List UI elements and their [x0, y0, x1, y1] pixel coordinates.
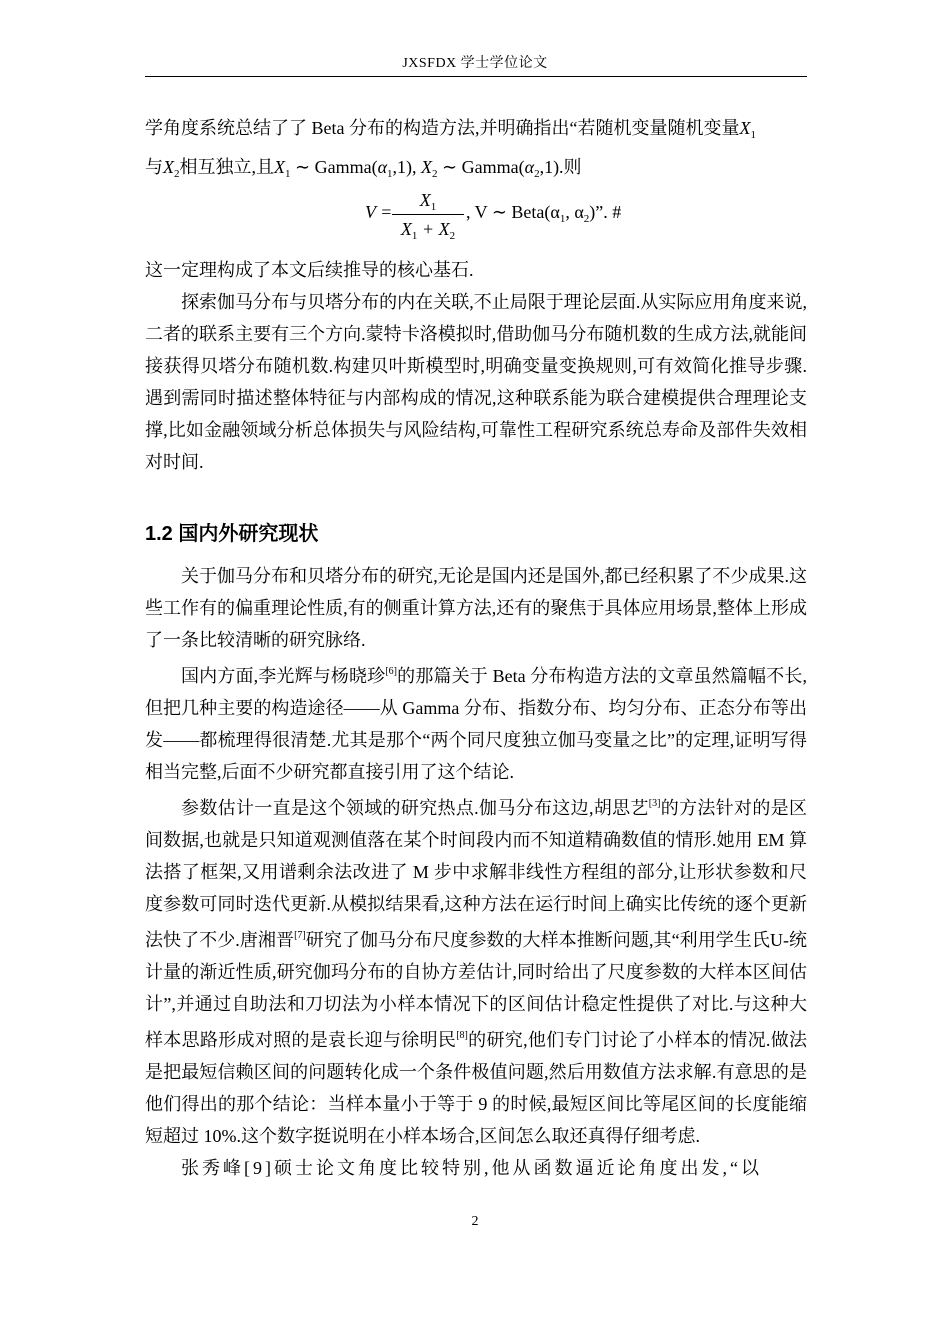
- var-x1: $X_1$: [739, 118, 756, 141]
- after-formula-line: 这一定理构成了本文后续推导的核心基石.: [145, 260, 474, 280]
- formula-rhs: , V ∼ $Beta(\alpha_1$, $\alpha_2$)”. #: [466, 202, 622, 225]
- header-rule: [145, 76, 807, 77]
- body-block-2: [145, 560, 807, 1184]
- display-formula: [0, 188, 950, 244]
- intro-block: [145, 112, 807, 190]
- section-heading: 1.2 国内外研究现状: [145, 523, 319, 545]
- formula-fraction: $X_1$ $X_1 + X_2$: [392, 188, 464, 241]
- paragraph-1: 探索伽马分布与贝塔分布的内在关联,不止局限于理论层面.从实际应用角度来说,二者的联系主要有三个方向.蒙特卡洛模拟时,借助伽马分布随机数的生成方法,就能间接获得贝塔分布随机数.构建贝叶斯模型时,明确变量变换规则,可有效简化推导步骤.遇到需同时描述整体特征与内部构成的情况,这种联系能为联合建模提供合理理论支撑,比如金融领域分析总体损失与风险结构,可靠性工程研究系统总寿命及部件失效相对时间.: [145, 292, 807, 472]
- citation-ref: [8]: [456, 1030, 468, 1041]
- paragraph-5: 张秀峰[9]硕士论文角度比较特别,他从函数逼近论角度出发,“以: [181, 1158, 762, 1178]
- formula-lhs: V =: [365, 202, 393, 222]
- page-number: 2: [471, 1214, 479, 1229]
- body-block-1: [145, 254, 807, 478]
- intro-line-2: 与$X_2$相互独立,且$X_1$ ∼ $Gamma(\alpha_1,1)$, $X_2$ ∼ $Gamma(\alpha_2,1)$.则: [145, 157, 582, 180]
- citation-ref: [3]: [648, 798, 661, 809]
- paragraph-2: 关于伽马分布和贝塔分布的研究,无论是国内还是国外,都已经积累了不少成果.这些工作有的偏重理论性质,有的侧重计算方法,还有的聚焦于具体应用场景,整体上形成了一条比较清晰的研究脉络.: [145, 566, 807, 650]
- citation-ref: [6]: [385, 666, 398, 677]
- citation-ref: [7]: [294, 930, 306, 941]
- paragraph-3: 国内方面,李光辉与杨晓珍[6]的那篇关于 Beta 分布构造方法的文章虽然篇幅不长,但把几种主要的构造途径——从 Gamma 分布、指数分布、均匀分布、正态分布等出发——都梳理得很清楚.尤其是那个“两个同尺度独立伽马变量之比”的定理,证明写得相当完整,后面不少研究都直接引用了这个结论.: [145, 666, 808, 782]
- intro-line-1: 学角度系统总结了了 Beta 分布的构造方法,并明确指出“若随机变量随机变量$X_1$: [145, 118, 756, 141]
- running-header: JXSFDX 学士学位论文: [402, 56, 548, 71]
- paragraph-4: 参数估计一直是这个领域的研究热点.伽马分布这边,胡思艺[3]的方法针对的是区间数据,也就是只知道观测值落在某个时间段内而不知道精确数值的情形.她用 EM 算法搭了框架,又用谱剩余法改进了 M 步中求解非线性方程组的部分,让形状参数和尺度参数可同时迭代更新.从模拟结果看,这种方法在运行时间上确实比传统的逐个更新法快了不少.唐湘晋[7]研究了伽马分布尺度参数的大样本推断问题,其“利用学生氏U-统计量的渐近性质,研究伽玛分布的自协方差估计,同时给出了尺度参数的大样本区间估计”,并通过自助法和刀切法为小样本情况下的区间估计稳定性提供了对比.与这种大样本思路形成对照的是袁长迎与徐明民[8]的研究,他们专门讨论了小样本的情况.做法是把最短信赖区间的问题转化成一个条件极值问题,然后用数值方法求解.有意思的是他们得出的那个结论：当样本量小于等于 9 的时候,最短区间比等尾区间的长度能缩短超过 10%.这个数字挺说明在小样本场合,区间怎么取还真得仔细考虑.: [145, 798, 808, 1146]
